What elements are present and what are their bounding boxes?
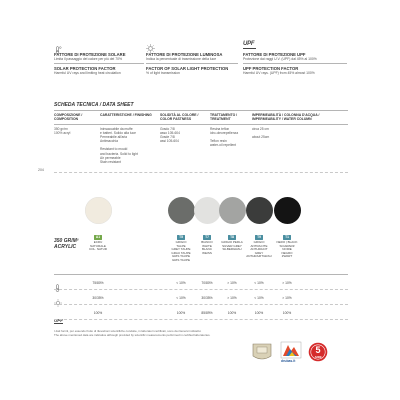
product-weight: 350 GR/M² — [54, 238, 79, 244]
footnote — [54, 330, 284, 337]
tech-title-rule — [54, 110, 348, 111]
perf-value: < 10% — [176, 296, 186, 300]
perf-row-rule — [54, 304, 348, 305]
upf-title-en: UPF PROTECTION FACTOR — [243, 65, 299, 71]
th-impermeability: IMPERMEABILITÀ / COLONNA D'ACQUA / IMPERMEABILITY / WATER COLUMN — [252, 113, 320, 122]
header-col-solar — [54, 52, 144, 75]
color-swatch — [194, 197, 221, 224]
upf-title: FATTORE DI PROTEZIONE UPF — [243, 52, 306, 57]
upf-underline — [243, 48, 256, 49]
color-name: BIANCO WHITE BLANC WEISS — [201, 240, 213, 255]
product-material: ACRYLIC — [54, 244, 77, 250]
perf-value: 100% — [282, 311, 292, 315]
th-finishing: CARATTERISTICHE / FINISHING — [100, 113, 152, 117]
td-fastness: Grado 7/8 asso 105-604 Grade 7/8 assi 105-604 — [160, 127, 180, 144]
perf-value: 100% — [254, 311, 264, 315]
tech-sheet-title: SCHEDA TECNICA / DATA SHEET — [54, 102, 134, 108]
perf-row-rule — [54, 289, 348, 290]
footnote-it: I dati forniti, pur essendo frutto di rilevazioni scientifiche condotte, in laboratori certificati, sono da ritenersi indicativi. — [54, 329, 202, 333]
perf-value: 70/80% — [201, 281, 213, 285]
perf-value: 30/35% — [201, 296, 213, 300]
page-number: 204 — [38, 168, 44, 172]
logo-2-text: drubas.it — [281, 359, 296, 363]
upf-badge-text: UPF — [243, 41, 255, 47]
header-col-upf — [243, 52, 347, 75]
th-composition: COMPOSIZIONE / COMPOSITION — [54, 113, 83, 122]
product-label — [54, 238, 88, 250]
perf-value: 85/89% — [201, 311, 213, 315]
solar-protection-icon — [54, 41, 62, 49]
upf-subtitle-en: Harmful UV rays. (UPF) from 45% almost 100% — [243, 70, 315, 75]
perf-value: > 10% — [282, 281, 292, 285]
perf-value: < 10% — [254, 281, 264, 285]
perf-value: > 10% — [227, 296, 237, 300]
logo-2 — [278, 341, 304, 367]
color-code-badge: A1 — [95, 235, 101, 239]
perf-value: 100% — [227, 311, 237, 315]
tech-header-rule — [54, 124, 348, 125]
warranty-number: 5 — [315, 345, 321, 355]
perf-value: > 10% — [227, 281, 237, 285]
upf-icon — [54, 309, 63, 327]
light-subtitle: Indica la percentuale di trasmissione della luce — [146, 57, 217, 61]
logo-3-warranty — [308, 342, 328, 362]
color-code-badge: T5 — [177, 235, 185, 240]
color-name: GRIGIO TALPE GREY TAUPE GRAU TAUPE GRIS TAUPE GRIS TAUPE — [171, 240, 191, 262]
footnote-en: The above mentioned data are indicative although provided by scientific measurements performed in certified laboratories. — [54, 332, 211, 337]
solar-title: FATTORE DI PROTEZIONE SOLARE — [54, 52, 126, 57]
upf-row-badge: UPF — [54, 318, 63, 323]
perf-value: > 10% — [282, 296, 292, 300]
th-fastness: SOLIDITÀ AL COLORE / COLOR FASTNESS — [160, 113, 199, 122]
th-treatment: TRATTAMENTO / TREATMENT — [210, 113, 238, 122]
swatch-bottom-rule — [54, 274, 348, 275]
perf-range: 30/35% — [92, 296, 104, 300]
header-divider — [146, 63, 238, 64]
color-code-badge: T8 — [228, 235, 236, 240]
color-swatch — [246, 197, 273, 224]
color-swatch — [85, 197, 112, 224]
header-col-light — [146, 52, 240, 75]
color-code-badge: T9 — [255, 235, 263, 240]
perf-range: 100% — [93, 311, 103, 315]
perf-value: 100% — [176, 311, 186, 315]
color-name: GRIGIO ANTRACITE ANTHRACIT GREY ANTHRAZITGRAU — [246, 240, 272, 259]
color-code-badge: T7 — [203, 235, 211, 240]
solar-subtitle-en: Harmful UV rays and limiting heat circulation — [54, 70, 121, 75]
perf-value: < 10% — [176, 281, 186, 285]
td-impermeability: circa 25 cm about 25cm — [252, 127, 270, 140]
color-swatch — [219, 197, 246, 224]
upf-badge — [243, 41, 257, 48]
td-finishing: Ininsaccabile da muffe e batteri. Solido alla luce Permeabile all'aria Antimacchia Resistant to mould and bacteria. Solid to light Air permeable Stain resistant — [100, 127, 138, 164]
logo-1 — [251, 342, 273, 362]
light-subtitle-en: % of light transmission — [146, 70, 180, 75]
color-swatch — [274, 197, 301, 224]
header-divider — [54, 63, 144, 64]
td-treatment: Resina teflon idro-oleorepellenza Teflon resin water-oil repellent — [210, 127, 239, 148]
color-name: ECRU NATURALE COL. NATUR — [89, 240, 107, 252]
perf-range: 75/80% — [92, 281, 104, 285]
light-protection-icon — [146, 40, 155, 49]
solar-title-en: SOLAR PROTECTION FACTOR — [54, 65, 116, 71]
header-divider — [243, 63, 347, 64]
perf-value: < 10% — [254, 296, 264, 300]
warranty-text: ANNI — [314, 355, 322, 359]
color-name: GRIGIO PERLA SILVER GREY SILBERGRAU — [221, 240, 243, 252]
color-swatch — [168, 197, 195, 224]
upf-subtitle: Protezione dai raggi U.V. (UPF) dal 45% al 100% — [243, 57, 317, 61]
perf-row-rule — [54, 319, 348, 320]
light-title-en: FACTOR OF SOLAR LIGHT PROTECTION — [146, 65, 229, 71]
td-composition: 350 gr/m² 100% acryl — [54, 127, 71, 136]
color-name: NERO | BLACK SCHWARZ NOIRE NEGRO ZWART — [276, 240, 298, 259]
tech-bottom-rule — [54, 172, 348, 173]
color-code-badge: T1 — [283, 235, 291, 240]
solar-subtitle: Limita il passaggio del calore per più del 70% — [54, 57, 123, 61]
light-title: FATTORE DI PROTEZIONE LUMINOSA — [146, 52, 223, 57]
